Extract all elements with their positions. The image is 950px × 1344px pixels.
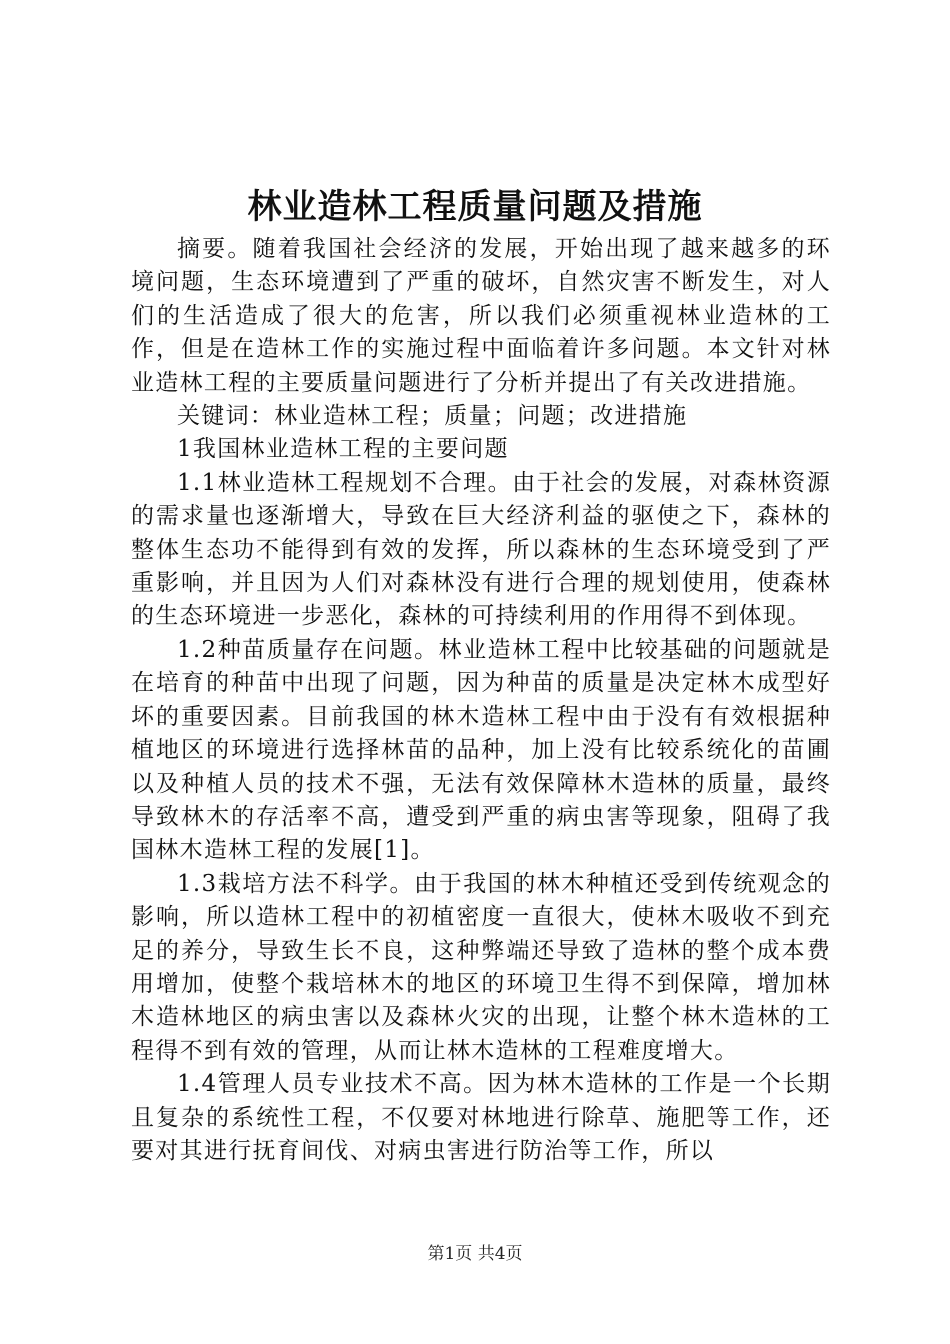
keywords-paragraph: 关键词：林业造林工程；质量；问题；改进措施 <box>177 403 688 430</box>
section-1-2-paragraph: 1.2种苗质量存在问题。林业造林工程中比较基础的问题就是在培育的种苗中出现了问题，因为种苗的质量是决定林木成型好坏的重要因素。目前我国的林木造林工程中由于没有有效根据种植地区的环境进行选择林苗的品种，加上没有比较系统化的苗圃以及种植人员的技术不强，无法有效保障林木造林的质量，最终导致林木的存活率不高，遭受到严重的病虫害等现象，阻碍了我国林木造林工程的发展[1]。 <box>131 636 831 864</box>
document-title: 林业造林工程质量问题及措施 <box>247 187 703 227</box>
section-heading-1: 1我国林业造林工程的主要问题 <box>177 436 509 463</box>
section-1-3-paragraph: 1.3栽培方法不科学。由于我国的林木种植还受到传统观念的影响，所以造林工程中的初植密度一直很大，使林木吸收不到充足的养分，导致生长不良，这种弊端还导致了造林的整个成本费用增加，使整个栽培林木的地区的环境卫生得不到保障，增加林木造林地区的病虫害以及森林火灾的出现，让整个林木造林的工程得不到有效的管理，从而让林木造林的工程难度增大。 <box>131 870 831 1064</box>
document-body <box>131 233 831 1168</box>
page-number-footer: 第1页 共4页 <box>427 1244 523 1264</box>
section-1-4-paragraph: 1.4管理人员专业技术不高。因为林木造林的工作是一个长期且复杂的系统性工程，不仅要对林地进行除草、施肥等工作，还要对其进行抚育间伐、对病虫害进行防治等工作，所以 <box>131 1071 831 1164</box>
abstract-paragraph: 摘要。随着我国社会经济的发展，开始出现了越来越多的环境问题，生态环境遭到了严重的破坏，自然灾害不断发生，对人们的生活造成了很大的危害，所以我们必须重视林业造林的工作，但是在造林工作的实施过程中面临着许多问题。本文针对林业造林工程的主要质量问题进行了分析并提出了有关改进措施。 <box>131 236 831 396</box>
section-1-1-paragraph: 1.1林业造林工程规划不合理。由于社会的发展，对森林资源的需求量也逐渐增大，导致在巨大经济利益的驱使之下，森林的整体生态功不能得到有效的发挥，所以森林的生态环境受到了严重影响，并且因为人们对森林没有进行合理的规划使用，使森林的生态环境进一步恶化，森林的可持续利用的作用得不到体现。 <box>131 469 831 630</box>
